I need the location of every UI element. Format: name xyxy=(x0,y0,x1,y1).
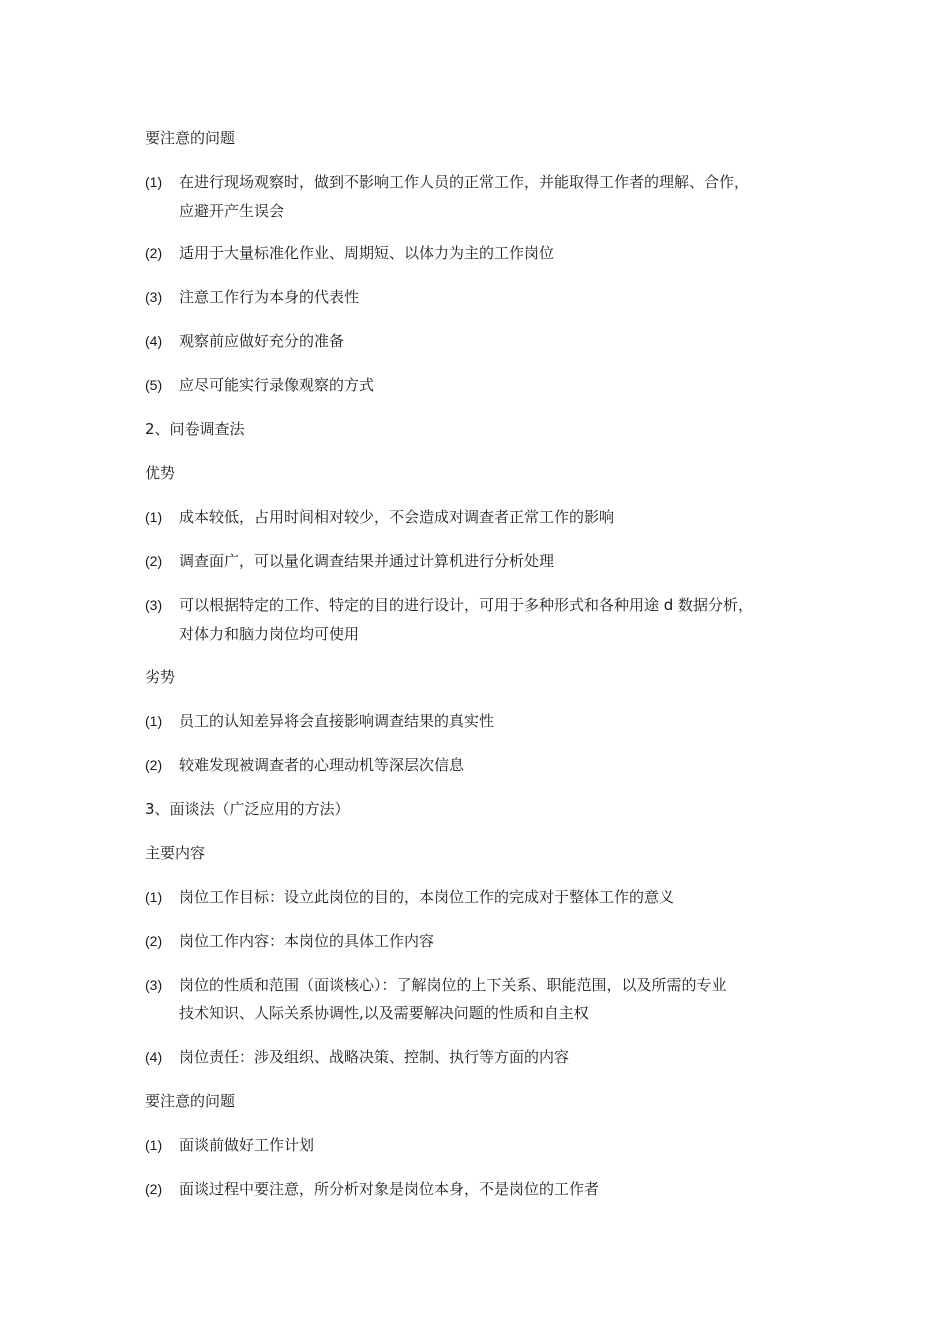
list-number: (2) xyxy=(145,757,163,773)
section-heading: 主要内容 xyxy=(145,844,206,862)
list-item-text: 在进行现场观察时，做到不影响工作人员的正常工作，并能取得工作者的理解、合作， xyxy=(179,173,750,191)
list-number: (1) xyxy=(145,1137,163,1153)
list-number: (3) xyxy=(145,977,163,993)
list-number: (2) xyxy=(145,245,163,261)
list-number: (1) xyxy=(145,174,163,190)
list-item-text: 成本较低，占用时间相对较少，不会造成对调查者正常工作的影响 xyxy=(179,508,615,526)
section-heading: 要注意的问题 xyxy=(145,129,236,147)
list-item-text: 可以根据特定的工作、特定的目的进行设计，可用于多种形式和各种用途 d 数据分析， xyxy=(179,596,754,614)
section-heading: 2、问卷调查法 xyxy=(145,420,245,438)
list-item-text: 岗位工作目标：设立此岗位的目的，本岗位工作的完成对于整体工作的意义 xyxy=(179,888,675,906)
list-item-text: 岗位工作内容：本岗位的具体工作内容 xyxy=(179,932,435,950)
list-item-text: 适用于大量标准化作业、周期短、以体力为主的工作岗位 xyxy=(179,244,555,262)
list-number: (2) xyxy=(145,1181,163,1197)
section-heading: 要注意的问题 xyxy=(145,1092,236,1110)
list-item-text: 观察前应做好充分的准备 xyxy=(179,332,345,350)
list-item-text: 较难发现被调查者的心理动机等深层次信息 xyxy=(179,756,465,774)
list-item-text: 岗位的性质和范围（面谈核心）：了解岗位的上下关系、职能范围，以及所需的专业 xyxy=(179,976,727,994)
list-number: (4) xyxy=(145,1049,163,1065)
list-item-text: 员工的认知差异将会直接影响调查结果的真实性 xyxy=(179,712,495,730)
list-item-text: 面谈过程中要注意，所分析对象是岗位本身，不是岗位的工作者 xyxy=(179,1180,600,1198)
section-heading: 3、面谈法（广泛应用的方法） xyxy=(145,800,350,818)
list-item-text: 注意工作行为本身的代表性 xyxy=(179,288,360,306)
list-number: (1) xyxy=(145,713,163,729)
section-heading: 优势 xyxy=(145,464,176,482)
list-number: (3) xyxy=(145,597,163,613)
list-number: (2) xyxy=(145,553,163,569)
list-number: (5) xyxy=(145,377,163,393)
list-number: (4) xyxy=(145,333,163,349)
section-heading: 劣势 xyxy=(145,668,176,686)
list-number: (1) xyxy=(145,509,163,525)
list-item-text-continued: 应避开产生误会 xyxy=(179,202,285,220)
list-item-text-continued: 技术知识、人际关系协调性,以及需要解决问题的性质和自主权 xyxy=(179,1004,589,1022)
list-number: (2) xyxy=(145,933,163,949)
list-item-text: 应尽可能实行录像观察的方式 xyxy=(179,376,375,394)
list-number: (1) xyxy=(145,889,163,905)
list-item-text-continued: 对体力和脑力岗位均可使用 xyxy=(179,625,360,643)
list-item-text: 面谈前做好工作计划 xyxy=(179,1136,315,1154)
list-number: (3) xyxy=(145,289,163,305)
list-item-text: 岗位责任：涉及组织、战略决策、控制、执行等方面的内容 xyxy=(179,1048,570,1066)
list-item-text: 调查面广，可以量化调查结果并通过计算机进行分析处理 xyxy=(179,552,555,570)
